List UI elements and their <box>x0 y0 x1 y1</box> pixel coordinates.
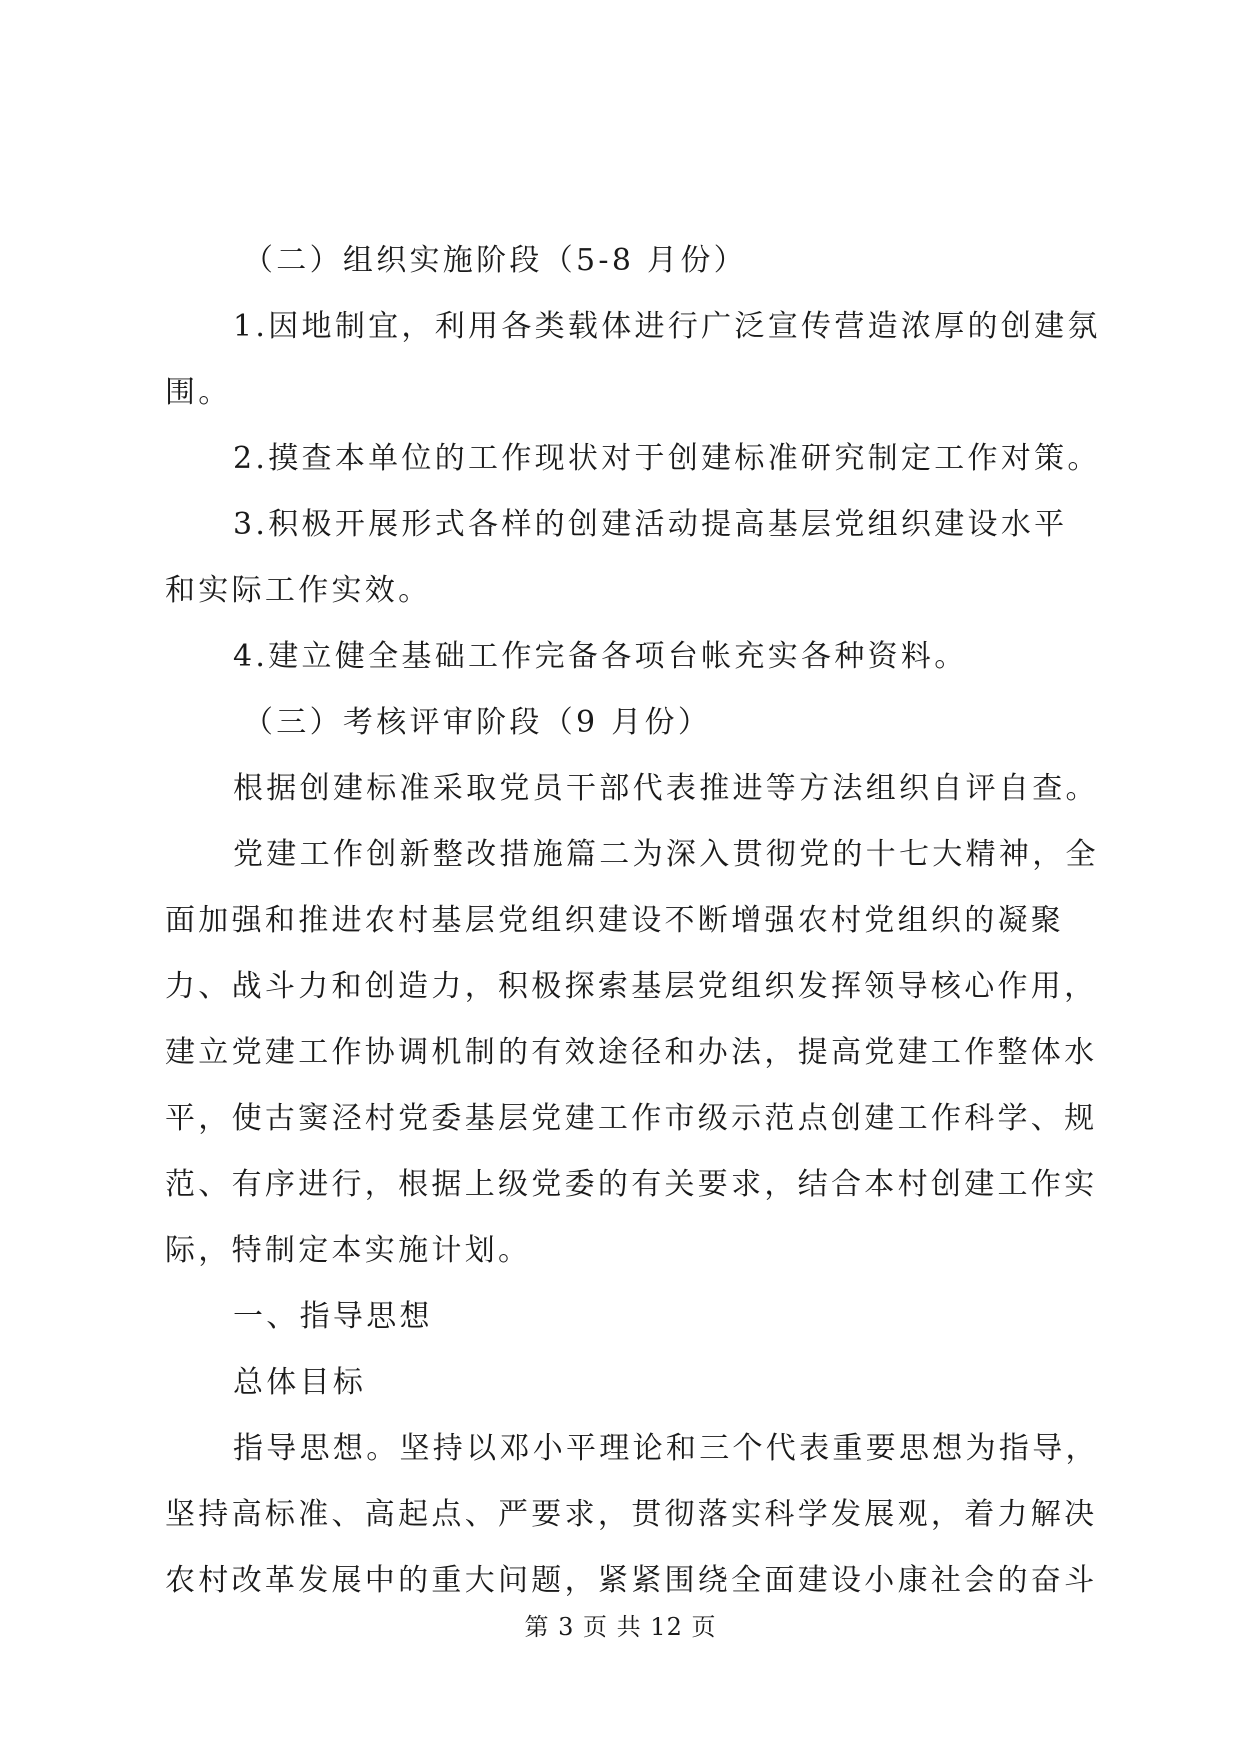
text-line: 和实际工作实效。 <box>165 573 432 608</box>
text-line: 指导思想。坚持以邓小平理论和三个代表重要思想为指导， <box>233 1431 1099 1466</box>
text-line: （二）组织实施阶段（5-8 月份） <box>243 243 747 278</box>
document-body <box>165 228 1101 1614</box>
text-line: 党建工作创新整改措施篇二为深入贯彻党的十七大精神，全 <box>233 837 1099 872</box>
text-line: 坚持高标准、高起点、严要求，贯彻落实科学发展观，着力解决 <box>165 1497 1098 1532</box>
text-line: 力、战斗力和创造力，积极探索基层党组织发挥领导核心作用， <box>165 969 1098 1004</box>
text-line: 建立党建工作协调机制的有效途径和办法，提高党建工作整体水 <box>165 1035 1098 1070</box>
text-line: 3.积极开展形式各样的创建活动提高基层党组织建设水平 <box>233 507 1068 542</box>
text-line: 总体目标 <box>233 1365 367 1400</box>
text-line: 际，特制定本实施计划。 <box>165 1233 532 1268</box>
text-line: （三）考核评审阶段（9 月份） <box>243 705 712 740</box>
page-footer: 第 3 页 共 12 页 <box>524 1613 717 1641</box>
text-line: 2.摸查本单位的工作现状对于创建标准研究制定工作对策。 <box>233 441 1101 476</box>
text-line: 1.因地制宜，利用各类载体进行广泛宣传营造浓厚的创建氛 <box>233 309 1101 344</box>
text-line: 面加强和推进农村基层党组织建设不断增强农村党组织的凝聚 <box>165 903 1065 938</box>
text-line: 围。 <box>165 375 232 410</box>
text-line: 根据创建标准采取党员干部代表推进等方法组织自评自查。 <box>233 771 1099 806</box>
text-line: 平，使古窦泾村党委基层党建工作市级示范点创建工作科学、规 <box>165 1101 1098 1136</box>
text-line: 一、指导思想 <box>233 1299 433 1334</box>
text-line: 4.建立健全基础工作完备各项台帐充实各种资料。 <box>233 639 968 674</box>
text-line: 农村改革发展中的重大问题，紧紧围绕全面建设小康社会的奋斗 <box>165 1563 1098 1598</box>
text-line: 范、有序进行，根据上级党委的有关要求，结合本村创建工作实 <box>165 1167 1098 1202</box>
